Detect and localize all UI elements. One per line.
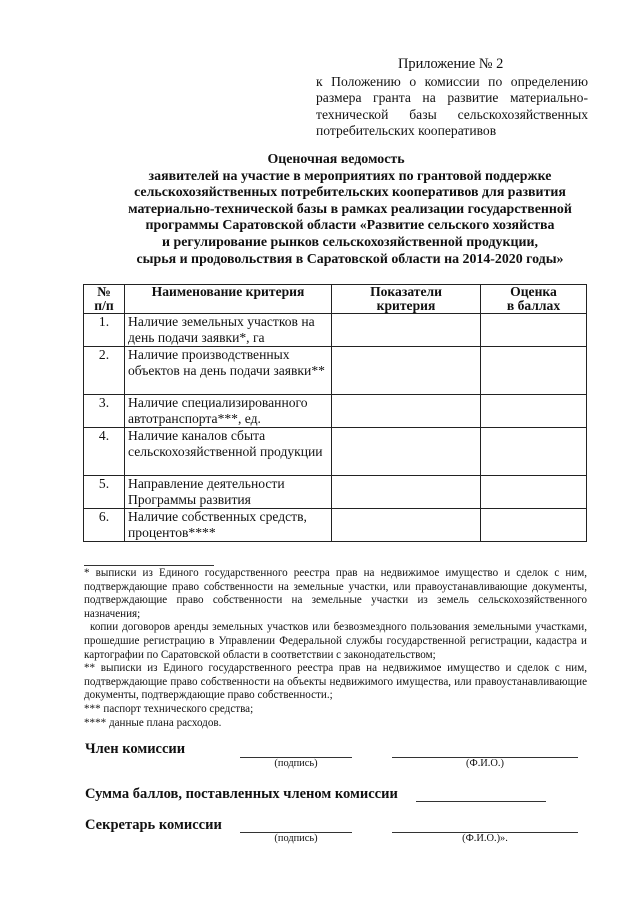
title-line: материально-технической базы в рамках реализации государственной — [128, 201, 572, 217]
appendix-description — [316, 74, 588, 140]
row-score — [481, 509, 587, 542]
appendix-line: технической базы сельскохозяйственных — [316, 106, 588, 122]
appendix-line: размера гранта на развитие материально- — [316, 90, 588, 106]
table-row — [84, 428, 587, 476]
row-indicator — [332, 509, 481, 542]
footnote-1: * выписки из Единого государственного реестра прав на недвижимое имущество и сделок с ним, подтверждающие право собственности на земельные участки, или правоустанавливающие документы, подтверждающие право собственности на земельные участки из земель сельскохозяйственного назначения; — [84, 567, 587, 620]
footnote-2: ** выписки из Единого государственного реестра прав на недвижимое имущество и сделок с ним, подтверждающие право собственности на объекты недвижимого имущества, или правоустанавливающие документы, подтверждающие право собственности.; — [84, 662, 587, 702]
row-indicator — [332, 347, 481, 395]
row-criterion: Наличие земельных участков на день подачи заявки*, га — [125, 314, 332, 347]
row-number: 4. — [84, 428, 125, 476]
footnote-3: *** паспорт технического средства; — [84, 702, 254, 715]
table-row — [84, 395, 587, 428]
row-indicator — [332, 476, 481, 509]
table-header-row — [84, 285, 587, 314]
row-indicator — [332, 314, 481, 347]
total-score-line[interactable] — [416, 801, 546, 802]
footnote-1-continued: копии договоров аренды земельных участков или безвозмездного пользования земельными участками, прошедшие регистрацию в Управлении Федеральной службы государственной регистрации, кадастра и картографии по Саратовской области в соответствии с законодательством; — [84, 621, 587, 661]
row-number: 2. — [84, 347, 125, 395]
appendix-number: Приложение № 2 — [398, 56, 504, 72]
row-number: 6. — [84, 509, 125, 542]
header-indicators: Показатели критерия — [332, 285, 481, 314]
criteria-table — [83, 284, 587, 542]
row-score — [481, 347, 587, 395]
row-score — [481, 395, 587, 428]
title-line: сырья и продовольствия в Саратовской области на 2014-2020 годы» — [136, 251, 564, 267]
title-line: программы Саратовской области «Развитие сельского хозяйства — [145, 218, 555, 234]
title-line: заявителей на участие в мероприятиях по грантовой поддержке — [148, 168, 552, 184]
table-row — [84, 314, 587, 347]
name-caption: (Ф.И.О.)». — [462, 833, 508, 844]
row-criterion: Наличие производственных объектов на день подачи заявки** — [125, 347, 332, 395]
row-indicator — [332, 395, 481, 428]
title-heading: Оценочная ведомость — [267, 152, 405, 167]
row-score — [481, 476, 587, 509]
footnote-divider — [84, 565, 214, 566]
footnote-4: **** данные плана расходов. — [84, 716, 222, 729]
name-caption: (Ф.И.О.) — [466, 758, 504, 769]
table-row — [84, 509, 587, 542]
row-number: 3. — [84, 395, 125, 428]
secretary-label: Секретарь комиссии — [85, 817, 222, 833]
appendix-line: к Положению о комиссии по определению — [316, 73, 588, 89]
row-score — [481, 428, 587, 476]
row-criterion: Наличие собственных средств, процентов**** — [125, 509, 332, 542]
signature-caption: (подпись) — [274, 833, 318, 844]
row-criterion: Направление деятельности Программы развития — [125, 476, 332, 509]
total-score-label: Сумма баллов, поставленных членом комиссии — [85, 786, 398, 802]
title-line: сельскохозяйственных потребительских кооперативов для развития — [134, 185, 566, 201]
table-row — [84, 476, 587, 509]
footnotes — [84, 567, 587, 730]
header-criterion-name: Наименование критерия — [125, 285, 332, 314]
signature-caption: (подпись) — [274, 758, 318, 769]
row-number: 1. — [84, 314, 125, 347]
row-indicator — [332, 428, 481, 476]
row-criterion: Наличие специализированного автотранспорта***, ед. — [125, 395, 332, 428]
title-line: и регулирование рынков сельскохозяйственной продукции, — [162, 234, 538, 250]
row-criterion: Наличие каналов сбыта сельскохозяйственной продукции — [125, 428, 332, 476]
row-score — [481, 314, 587, 347]
document-title — [60, 152, 640, 268]
member-label: Член комиссии — [85, 741, 186, 757]
appendix-line: потребительских кооперативов — [316, 123, 497, 139]
row-number: 5. — [84, 476, 125, 509]
header-score: Оценка в баллах — [481, 285, 587, 314]
appendix-block — [316, 56, 588, 140]
table-row — [84, 347, 587, 395]
header-number: № п/п — [84, 285, 125, 314]
